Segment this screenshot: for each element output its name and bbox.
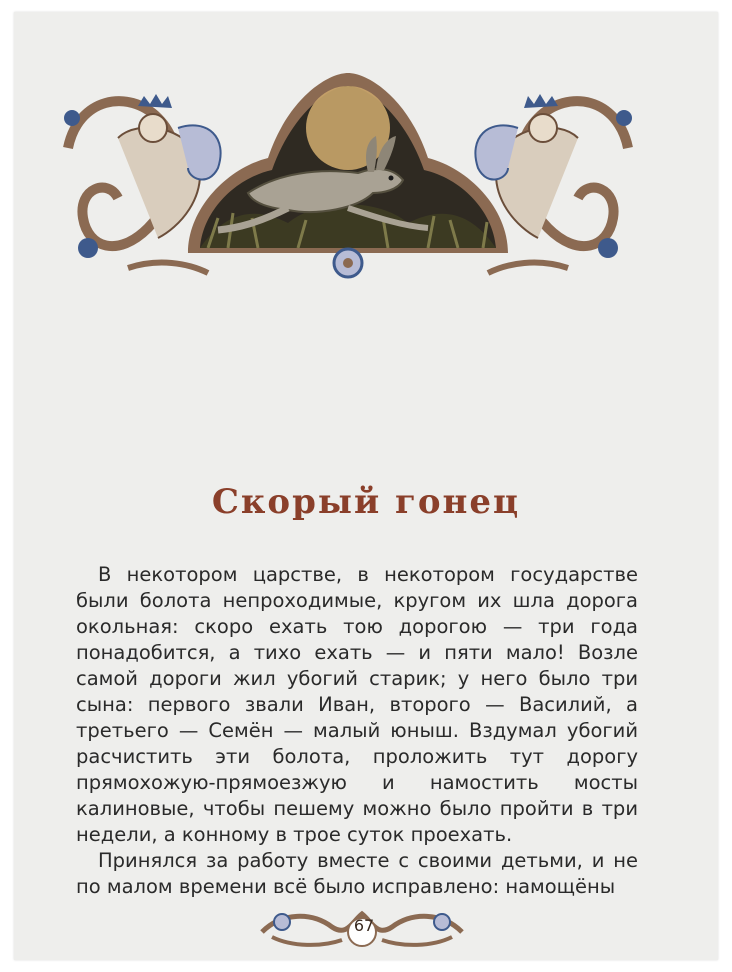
book-page: [14, 12, 718, 960]
chapter-title: Скорый гонец: [211, 482, 521, 522]
hare-vignette: [188, 73, 508, 277]
story-text: [76, 562, 638, 900]
paragraph-2: Принялся за работу вместе с своими детьми, и не по малом времени всё было исправлено: намощёны: [76, 849, 638, 898]
header-illustration: [58, 58, 638, 288]
paragraph-1: В некотором царстве, в некотором государстве были болота непроходимые, кругом их шла дорога окольная: скоро ехать тою дорогою — три года понадобится, а тихо ехать — и пяти мало! Возле самой дороги жил убогий старик; у него было три сына: первого звали Иван, второго — Василий, а третьего — Семён — малый юныш. Вздумал убогий расчистить эти болота, проложить тут дорогу прямохожую-прямоезжую и намостить мосты калиновые, чтобы пешему можно было пройти в три недели, а конному в трое суток проехать.: [76, 563, 638, 846]
page-number: 67: [353, 916, 375, 935]
